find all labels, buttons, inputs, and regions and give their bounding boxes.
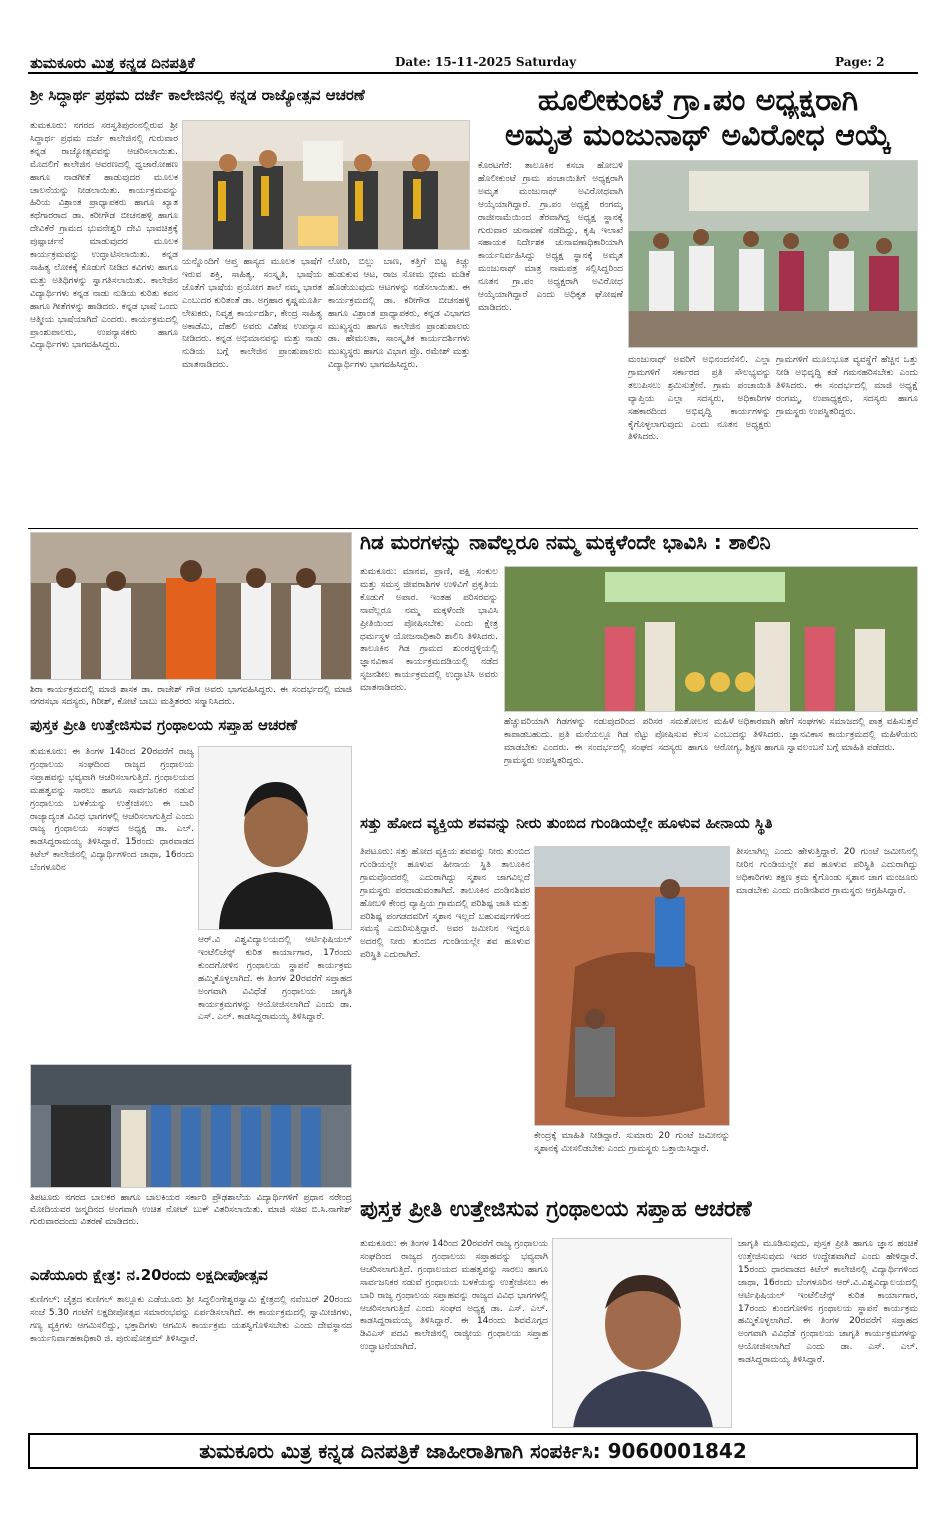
gida-headline: ಗಿಡ ಮರಗಳನ್ನು ನಾವೆಲ್ಲರೂ ನಮ್ಮ ಮಕ್ಕಳೆಂದೇ ಭಾವಿಸಿ : ಶಾಲಿನಿ: [360, 532, 771, 554]
advertisement-contact-text: ತುಮಕೂರು ಮಿತ್ರ ಕನ್ನಡ ದಿನಪತ್ರಿಕೆ ಜಾಹೀರಾತಿಗಾಗಿ ಸಂಪರ್ಕಿಸಿ: 9060001842: [199, 1439, 747, 1463]
rajyotsava-col2: ಯನ್ನೊಂದಿಗೆ ಆಪ್ತ ಹಾಸ್ಯದ ಮೂಲಕ ಭಾಷೆಗೆ ಇರುವ ಶಕ್ತಿ, ಸಾಹಿತ್ಯ, ಸಂಸ್ಕೃತಿ, ಭಾಷೆಯ ಜೊತೆಗೆ ಭಾಷೆಯ ಪ್ರಯೋಗ ಶಾಲೆ ನಮ್ಮ ಭಾರತ ಎಂಬುದರ ಕುರಿತಂತೆ ಡಾ. ಅಗ್ರಹಾರ ಕೃಷ್ಣಮೂರ್ತಿ ಲೇಖಕರು, ನಿವೃತ್ತ ಕಾರ್ಯದರ್ಶಿ, ಕೇಂದ್ರ ಸಾಹಿತ್ಯ ಅಕಾಡೆಮಿ, ದೆಹಲಿ ಅವರು ವಿಶೇಷ ಉಪನ್ಯಾಸ ನೀಡಿದರು. ಕನ್ನಡ ಅಭಿಮಾನವನ್ನು ಮತ್ತು ನಾಡು ನುಡಿಯ ಬಗ್ಗೆ ಕಾಲೇಜಿನ ಪ್ರಾಂಶುಪಾಲರು ಮಾತನಾಡಿದರು.: [182, 257, 322, 371]
gida-colB: ಹೆಚ್ಚುವರಿಯಾಗಿ ಗಿಡಗಳನ್ನು ನಡುವುದರಿಂದ ಪರಿಸರ ಸಮತೋಲನ ಕಾಪಾಡಬಹುದು. ಪ್ರತಿ ಮನೆಯಲ್ಲೂ ಗಿಡ ನೆಟ್ಟು ಪೋಷಿಸುವ ಕೆಲಸ ಮಾಡಬೇಕು ಎಂದರು. ಈ ಸಂದರ್ಭದಲ್ಲಿ ಸಂಘದ ಸದಸ್ಯರು ಹಾಗೂ ಗ್ರಾಮಸ್ಥರು ಉಪಸ್ಥಿತರಿದ್ದರು.: [504, 717, 708, 766]
felicitation-caption: ಶಿರಾ ಕಾರ್ಯಕ್ರಮದಲ್ಲಿ ಮಾಜಿ ಶಾಸಕ ಡಾ. ರಾಜೇಶ್ ಗೌಡ ಅವರು ಭಾಗವಹಿಸಿದ್ದರು. ಈ ಸಂದರ್ಭದಲ್ಲಿ ಮಾಜಿ ನಗರಸಭಾ ಸದಸ್ಯರು, ಗಿರೀಶ್, ಕೋಟೆ ಬಾಬು ಮತ್ತಿತರರು ಸನ್ಮಾನಿಸಿದರು.: [30, 685, 352, 707]
hostel-photo: [30, 1064, 352, 1188]
rajyotsava-photo: [182, 120, 470, 250]
yediyur-headline: ಎಡೆಯೂರು ಕ್ಷೇತ್ರ: ನ.20ರಂದು ಲಕ್ಷದೀಪೋತ್ಸವ: [30, 1268, 268, 1284]
hulikunte-headline-2: ಅಮೃತ ಮಂಜುನಾಥ್ ಅವಿರೋಧ ಆಯ್ಕೆ: [504, 120, 892, 153]
sattu-photo: [534, 846, 730, 1126]
rajyotsava-col1: ತುಮಕೂರು: ನಗರದ ಸರಸ್ವತಿಪುರಂನಲ್ಲಿರುವ ಶ್ರೀ ಸಿದ್ಧಾರ್ಥ ಪ್ರಥಮ ದರ್ಜೆ ಕಾಲೇಜಿನಲ್ಲಿ ಗುರುವಾರ ಕನ್ನಡ ರಾಜ್ಯೋತ್ಸವವನ್ನು ಆಚರಿಸಲಾಯಿತು. ಮೊದಲಿಗೆ ಕಾಲೇಜಿನ ಆವರಣದಲ್ಲಿ ಧ್ವಜಾರೋಹಣ ಹಾಗೂ ನಾಡಗೀತೆ ಹಾಡುವುದರ ಮೂಲಕ ಚಾಲನೆಯನ್ನು ನೀಡಲಾಯಿತು. ಕಾರ್ಯಕ್ರಮವನ್ನು ಹಿರಿಯ ವಿಶ್ರಾಂತ ಪ್ರಾಧ್ಯಾಪಕರು ಹಾಗೂ ಖ್ಯಾತ ಕಥೆಗಾರರಾದ ಡಾ. ಕರೀಗೌಡ ಬೀಚನಹಳ್ಳಿ ಹಾಗೂ ದೇವಿಕೆರೆ ಗ್ರಾಮದ ಭುವನೇಶ್ವರಿ ದೇವಿ ಭಾವಚಿತ್ರಕ್ಕೆ ಪುಷ್ಪಾರ್ಚನೆ ಮಾಡುವುದರ ಮೂಲಕ ಕಾರ್ಯಕ್ರಮವನ್ನು ಉದ್ಘಾಟಿಸಲಾಯಿತು. ಕನ್ನಡ ಸಾಹಿತ್ಯ ಲೋಕಕ್ಕೆ ಕೊಡುಗೆ ನೀಡಿದ ಕವಿಗಳು ಹಾಗೂ ಮತ್ತು ಅತಿಥಿಗಳನ್ನು ಸ್ವಾಗತಿಸಲಾಯಿತು. ಕಾಲೇಜಿನ ವಿದ್ಯಾರ್ಥಿಗಳು ಕನ್ನಡ ನಾಡು ನುಡಿಯ ಕುರಿತು ಕವನ ಹಾಗೂ ಗೀತೆಗಳನ್ನು ಹಾಡಿದರು. ಕನ್ನಡ ಭಾಷೆ ಒಂದು ಆತ್ಮೀಯ ಭಾಷೆಯಾಗಿದೆ ಎಂದರು. ಕಾರ್ಯಕ್ರಮದಲ್ಲಿ ಪ್ರಾಂಶುಪಾಲರು, ಉಪನ್ಯಾಸಕರು ಹಾಗೂ ವಿದ್ಯಾರ್ಥಿಗಳು ಭಾಗವಹಿಸಿದ್ದರು.: [30, 121, 178, 351]
masthead-date: Date: 15-11-2025 Saturday: [395, 55, 577, 69]
hulikunte-col3: ಗ್ರಾಮಗಳಿಗೆ ಮೂಲಭೂತ ವ್ಯವಸ್ಥೆಗೆ ಹೆಚ್ಚಿನ ಒತ್ತು ನೀಡಿ ಅಭಿವೃದ್ಧಿ ಕಡೆ ಗಮನಹರಿಸಬೇಕು ಎಂದು ತಿಳಿಸಿದರು. ಈ ಸಂದರ್ಭದಲ್ಲಿ ಮಾಜಿ ಅಧ್ಯಕ್ಷೆ ರಂಗಮ್ಮ, ಉಪಾಧ್ಯಕ್ಷರು, ಸದಸ್ಯರು ಹಾಗೂ ಗ್ರಾಮಸ್ಥರು ಉಪಸ್ಥಿತರಿದ್ದರು.: [776, 355, 918, 417]
sattu-col1: ತಿಪಟೂರು: ಸತ್ತು ಹೋದ ವ್ಯಕ್ತಿಯ ಶವವನ್ನು ನೀರು ತುಂಬಿದ ಗುಂಡಿಯಲ್ಲೇ ಹೂಳುವ ಹೀನಾಯ ಸ್ಥಿತಿ ತಾಲೂಕಿನ ಗ್ರಾಮವೊಂದರಲ್ಲಿ ಎದುರಾಗಿದ್ದು ಸ್ಮಶಾನ ಜಾಗವಿಲ್ಲದೆ ಗ್ರಾಮಸ್ಥರು ಪರದಾಡುವಂತಾಗಿದೆ. ತಾಲೂಕಿನ ದಂಡಿನಶಿವರ ಹೋಬಳಿ ಕೇಂದ್ರ ವ್ಯಾಪ್ತಿಯ ಗ್ರಾಮದಲ್ಲಿ ಪರಿಶಿಷ್ಟ ಜಾತಿ ಮತ್ತು ಪರಿಶಿಷ್ಟ ಪಂಗಡದವರಿಗೆ ಸ್ಮಶಾನ ಇಲ್ಲದೆ ಬಹುವರ್ಷಗಳಿಂದ ಸಮಸ್ಯೆ ಎದುರಿಸುತ್ತಿದ್ದಾರೆ. ಅವರ ಜಮೀನಿನ ಇದ್ದರೂ ಅದರಲ್ಲಿ ನೀರು ತುಂಬಿದ ಗುಂಡಿಯಲ್ಲೇ ಶವ ಹೂಳುವ ಪರಿಸ್ಥಿತಿ ಎದುರಾಗಿದೆ.: [360, 847, 530, 961]
masthead-title: ತುಮಕೂರು ಮಿತ್ರ ಕನ್ನಡ ದಿನಪತ್ರಿಕೆ: [30, 54, 195, 72]
advertisement-contact-bar: [28, 1433, 918, 1469]
hulikunte-col1: ಕೊರಟಗೆರೆ: ತಾಲೂಕಿನ ಕಸಬಾ ಹೋಬಳಿ ಹೊಲೀಕುಂಟೆ ಗ್ರಾಮ ಪಂಚಾಯಿತಿಗೆ ಅಧ್ಯಕ್ಷರಾಗಿ ಅಮೃತ ಮಂಜುನಾಥ್ ಅವಿರೋಧವಾಗಿ ಆಯ್ಕೆಯಾಗಿದ್ದಾರೆ. ಗ್ರಾ.ಪಂ ಅಧ್ಯಕ್ಷೆ ರಂಗಮ್ಮ ರಾಜೀನಾಮೆಯಿಂದ ತೆರವಾಗಿದ್ದ ಅಧ್ಯಕ್ಷ ಸ್ಥಾನಕ್ಕೆ ಗುರುವಾರ ಚುನಾವಣೆ ನಡೆದಿದ್ದು, ಕೃಷಿ ಇಲಾಖೆ ಸಹಾಯಕ ನಿರ್ದೇಶಕ ಚುನಾವಣಾಧಿಕಾರಿಯಾಗಿ ಕಾರ್ಯನಿರ್ವಹಿಸಿದ್ದು ಅಧ್ಯಕ್ಷ ಸ್ಥಾನಕ್ಕೆ ಅಮೃತ ಮಂಜುನಾಥ್ ಮಾತ್ರ ನಾಮಪತ್ರ ಸಲ್ಲಿಸಿದ್ದರಿಂದ ನೂತನ ಗ್ರಾ.ಪಂ ಅಧ್ಯಕ್ಷರಾಗಿ ಅವಿರೋಧ ಆಯ್ಕೆಯಾಗಿದ್ದಾರೆ ಎಂದು ಅಧಿಕೃತ ಘೋಷಣೆ ಮಾಡಿದರು.: [478, 161, 623, 313]
hulikunte-photo: [628, 160, 918, 348]
pustaka1-headline: ಪುಸ್ತಕ ಪ್ರೀತಿ ಉತ್ತೇಜಿಸುವ ಗ್ರಂಥಾಲಯ ಸಪ್ತಾಹ ಆಚರಣೆ: [30, 718, 298, 734]
hulikunte-headline-1: ಹೂಲೀಕುಂಟೆ ಗ್ರಾ.ಪಂ ಅಧ್ಯಕ್ಷರಾಗಿ: [537, 85, 859, 118]
gida-colC: ಮಹಿಳೆ ಅಧಿಕಾರವಾಗಿ ಹೇಗೆ ಸಂಘಗಳು ಸಮಾಜದಲ್ಲಿ ಪಾತ್ರ ವಹಿಸುತ್ತವೆ ಎಂಬುದನ್ನು ತಿಳಿಸಿದರು. ಜ್ಞಾನವಿಕಾಸ ಕಾರ್ಯಕ್ರಮದಲ್ಲಿ ಮಹಿಳೆಯರು ಆರೋಗ್ಯ, ಶಿಕ್ಷಣ ಹಾಗೂ ಸ್ವಾವಲಂಬನೆ ಬಗ್ಗೆ ಮಾಹಿತಿ ಪಡೆದರು.: [714, 717, 918, 753]
sattu-col3: ತೀಸಲಾಗಿಲ್ಲ ಎಂದು ಹೇಳುತ್ತಿದ್ದಾರೆ. 20 ಗುಂಟೆ ಜಮೀನಿನಲ್ಲಿ ನೀರಿನ ಗುಂಡಿಯಲ್ಲೇ ಶವ ಹೂಳುವ ಪರಿಸ್ಥಿತಿ ಎದುರಾಗಿದ್ದು ಅಧಿಕಾರಿಗಳು ತಕ್ಷಣ ಕ್ರಮ ಕೈಗೊಂಡು ಸ್ಮಶಾನ ಜಾಗ ಮಂಜೂರು ಮಾಡಬೇಕು ಎಂದು ದಂಡಿನಶಿವರ ಗ್ರಾಮಸ್ಥರು ಆಗ್ರಹಿಸಿದ್ದಾರೆ.: [736, 847, 918, 896]
hostel-caption: ತಿಪಟೂರು ನಗರದ ಬಾಲಕರ ಹಾಗೂ ಬಾಲಕಿಯರ ಸರ್ಕಾರಿ ಪ್ರೌಢಶಾಲೆಯ ವಿದ್ಯಾರ್ಥಿಗಳಿಗೆ ಪ್ರಧಾನ ನರೇಂದ್ರ ಮೋದಿಯವರ ಜನ್ಮದಿನದ ಅಂಗವಾಗಿ ಉಚಿತ ನೋಟ್ ಬುಕ್ ವಿತರಿಸಲಾಯಿತು. ಮಾಜಿ ಸಚಿವ ಬಿ.ಸಿ.ನಾಗೇಶ್ ಗುರುವಾರದಂದು ವಿತರಣೆ ಮಾಡಿದರು.: [30, 1193, 352, 1227]
pustaka1-portrait: [198, 746, 352, 930]
rajyotsava-headline: ಶ್ರೀ ಸಿದ್ಧಾರ್ಥ ಪ್ರಥಮ ದರ್ಜೆ ಕಾಲೇಜಿನಲ್ಲಿ ಕನ್ನಡ ರಾಜ್ಯೋತ್ಸವ ಆಚರಣೆ: [30, 88, 365, 104]
masthead-rule: [28, 72, 918, 74]
sattu-headline: ಸತ್ತು ಹೋದ ವ್ಯಕ್ತಿಯ ಶವವನ್ನು ನೀರು ತುಂಬಿದ ಗುಂಡಿಯಲ್ಲೇ ಹೂಳುವ ಹೀನಾಯ ಸ್ಥಿತಿ: [360, 816, 773, 832]
hulikunte-col2: ಮಂಜುನಾಥ್ ಅವರಿಗೆ ಅಭಿನಂದನೆಸಲಿ. ಎಲ್ಲಾ ಗ್ರಾಮಗಳಿಗೆ ಸರ್ಕಾರದ ಪ್ರತಿ ಸೌಲಭ್ಯವನ್ನು ತಲುಪಿಸಲು ಶ್ರಮಿಸುತ್ತೇನೆ. ಗ್ರಾಮ ಪಂಚಾಯಿತಿ ವ್ಯಾಪ್ತಿಯ ಎಲ್ಲಾ ಸದಸ್ಯರು, ಅಧಿಕಾರಿಗಳ ಸಹಕಾರದಿಂದ ಅಭಿವೃದ್ಧಿ ಕಾರ್ಯಗಳನ್ನು ಕೈಗೊಳ್ಳಲಾಗುವುದು ಎಂದು ನೂತನ ಅಧ್ಯಕ್ಷರು ತಿಳಿಸಿದರು.: [628, 355, 771, 443]
sattu-col2: ಕೇಂದ್ರಕ್ಕೆ ಮಾಹಿತಿ ನೀಡಿದ್ದಾರೆ. ಸುಮಾರು 20 ಗುಂಟೆ ಜಮೀನನ್ನು ಸ್ಮಶಾನಕ್ಕೆ ಮೀಸಲಿಡಬೇಕು ಎಂದು ಗ್ರಾಮಸ್ಥರು ಒತ್ತಾಯಿಸಿದ್ದಾರೆ.: [534, 1131, 730, 1154]
yediyur-body: ಕುಣಿಗಲ್: ಚೈತ್ರದ ಕುಣಿಗಲ್ ತಾಲ್ಲೂಕು ಎಡೆಯೂರು ಶ್ರೀ ಸಿದ್ಧಲಿಂಗೇಶ್ವರಸ್ವಾಮಿ ಕ್ಷೇತ್ರದಲ್ಲಿ ನವೆಂಬರ್ 20ರಂದು ಸಂಜೆ 5.30 ಗಂಟೆಗೆ ಲಕ್ಷದೀಪೋತ್ಸವ ಸಮಾರಂಭವನ್ನು ಏರ್ಪಡಿಸಲಾಗಿದೆ. ಈ ಕಾರ್ಯಕ್ರಮದಲ್ಲಿ ಸ್ವಾಮೀಜಿಗಳು, ಗಣ್ಯ ವ್ಯಕ್ತಿಗಳು ಆಗಮಿಸಲಿದ್ದು, ಭಕ್ತಾದಿಗಳು ಆಗಮಿಸಿ ಕಾರ್ಯಕ್ರಮ ಯಶಸ್ವಿಗೊಳಿಸಬೇಕು ಎಂದು ದೇವಸ್ಥಾನದ ಕಾರ್ಯನಿರ್ವಾಹಕಾಧಿಕಾರಿ ಜಿ. ಪುರುಷೋತ್ತಮ್ ತಿಳಿಸಿದ್ದಾರೆ.: [30, 1295, 352, 1344]
pustaka2-col1: ತುಮಕೂರು: ಈ ತಿಂಗಳ 14ರಿಂದ 20ರವರೆಗೆ ರಾಜ್ಯ ಗ್ರಂಥಾಲಯ ಸಂಘದಿಂದ ರಾಜ್ಯದ ಗ್ರಂಥಾಲಯ ಸಪ್ತಾಹವನ್ನು ಭವ್ಯವಾಗಿ ಆಚರಿಸಲಾಗುತ್ತಿದೆ. ಗ್ರಂಥಾಲಯದ ಮಹತ್ವವನ್ನು ಸಾರಲು ಹಾಗೂ ಸಾರ್ವಜನಿಕರ ನಡುವೆ ಗ್ರಂಥಾಲಯ ಬಳಕೆಯನ್ನು ಉತ್ತೇಜಿಸಲು ಈ ಬಾರಿ ರಾಜ್ಯ ಗ್ರಂಥಾಲಯ ಸಪ್ತಾಹವನ್ನು ರಾಜ್ಯದ ವಿವಿಧ ಭಾಗಗಳಲ್ಲಿ ಆಚರಿಸಲಾಗುತ್ತಿದೆ ಎಂದು ಸಂಘದ ಅಧ್ಯಕ್ಷ ಡಾ. ಎಸ್. ಎಲ್. ಕಾಡಸಿದ್ದರಾಮಯ್ಯ ತಿಳಿಸಿದ್ದಾರೆ. ಈ 14ರಂದು ಶಿವಮೊಗ್ಗದ ಡಿವಿಎಸ್ ಪದವಿ ಕಾಲೇಜಿನಲ್ಲಿ ರಾಜ್ಯೀಯ ಗ್ರಂಥಾಲಯ ಸಪ್ತಾಹ ಉದ್ಘಾಟನೆಯಾಗಿದೆ.: [360, 1239, 548, 1353]
rajyotsava-col3: ಲೋರಿ, ಬಿಲ್ಲು ಬಾಣ, ಕತ್ತಿಗೆ ಬಿಟ್ಟ ಕಿಚ್ಚು ಹುಡುಕುವ ಆಟ, ರಾಜ ಸೋಮ ಭೀಮ ಮಡಿಕೆ ಹೊಡೆಯುವುದು ಆಟಗಳನ್ನು ನಡೆಸಲಾಯಿತು. ಈ ಕಾರ್ಯಕ್ರಮದಲ್ಲಿ ಡಾ. ಕರೀಗೌಡ ಬೀಚನಹಳ್ಳಿ ಹಾಗೂ ವಿಶ್ರಾಂತ ಪ್ರಾಧ್ಯಾಪಕರು, ಕನ್ನಡ ವಿಭಾಗದ ಮುಖ್ಯಸ್ಥರು ಹಾಗೂ ಕಾಲೇಜಿನ ಪ್ರಾಂಶುಪಾಲರು ಡಾ. ಹೇಮಲತಾ, ಸಾಂಸ್ಕೃತಿಕ ಕಾರ್ಯದರ್ಶಿಗಳು ಮುಖ್ಯಸ್ಥರು ಹಾಗೂ ವಿಭಾಗ ಪ್ರೊ. ರಮೇಶ್ ಮತ್ತು ವಿದ್ಯಾರ್ಥಿಗಳು ಭಾಗವಹಿಸಿದ್ದರು.: [328, 257, 470, 371]
masthead-page: Page: 2: [835, 55, 885, 69]
gida-photo: [504, 566, 918, 712]
pustaka2-portrait: [552, 1238, 732, 1428]
divider-1: [28, 528, 918, 529]
pustaka2-headline: ಪುಸ್ತಕ ಪ್ರೀತಿ ಉತ್ತೇಜಿಸುವ ಗ್ರಂಥಾಲಯ ಸಪ್ತಾಹ ಆಚರಣೆ: [360, 1198, 752, 1222]
felicitation-photo: [30, 532, 352, 680]
pustaka1-col1: ತುಮಕೂರು: ಈ ತಿಂಗಳ 14ರಿಂದ 20ರವರೆಗೆ ರಾಜ್ಯ ಗ್ರಂಥಾಲಯ ಸಂಘದಿಂದ ರಾಜ್ಯದ ಗ್ರಂಥಾಲಯ ಸಪ್ತಾಹವನ್ನು ಭವ್ಯವಾಗಿ ಆಚರಿಸಲಾಗುತ್ತಿದೆ. ಗ್ರಂಥಾಲಯದ ಮಹತ್ವವನ್ನು ಸಾರಲು ಹಾಗೂ ಸಾರ್ವಜನಿಕರ ನಡುವೆ ಗ್ರಂಥಾಲಯ ಬಳಕೆಯನ್ನು ಉತ್ತೇಜಿಸಲು ಈ ಬಾರಿ ರಾಜ್ಯಾದ್ಯಂತ ವಿವಿಧ ಭಾಗಗಳಲ್ಲಿ ಆಚರಿಸಲಾಗುತ್ತಿದೆ ಎಂದು ರಾಜ್ಯ ಗ್ರಂಥಾಲಯ ಸಂಘದ ಅಧ್ಯಕ್ಷ ಡಾ. ಎಲ್. ಕಾಡಸಿದ್ದರಾಮಯ್ಯ ತಿಳಿಸಿದ್ದಾರೆ. 15ರಂದು ಧಾರವಾಡದ ಕಿಟೆಲ್ ಕಾಲೇಜಿನಲ್ಲಿ ವಿದ್ಯಾರ್ಥಿಗಳಿಂದ ಜಾಥಾ, 16ರಂದು ಬೆಂಗಳೂರಿನ: [30, 747, 194, 874]
pustaka1-col2: ಆರ್.ವಿ ವಿಶ್ವವಿದ್ಯಾಲಯದಲ್ಲಿ ಆರ್ಟಿಫಿಷಿಯಲ್ ಇಂಟೆಲಿಜೆನ್ಸ್ ಕುರಿತ ಕಾರ್ಯಾಗಾರ, 17ರಂದು ಕುಂದಗೋಳಿನ ಗ್ರಂಥಾಲಯ ಸ್ಥಾಪನೆ ಕಾರ್ಯಕ್ರಮ ಹಮ್ಮಿಕೊಳ್ಳಲಾಗಿದೆ. ಈ ತಿಂಗಳ 20ರವರೆಗೆ ಸಪ್ತಾಹದ ಅಂಗವಾಗಿ ವಿವಿಧೆಡೆ ಗ್ರಂಥಾಲಯ ಜಾಗೃತಿ ಕಾರ್ಯಕ್ರಮಗಳನ್ನು ಆಯೋಜಿಸಲಾಗಿದೆ ಎಂದು ಡಾ. ಎಸ್. ಎಲ್. ಕಾಡಸಿದ್ದರಾಮಯ್ಯ ತಿಳಿಸಿದ್ದಾರೆ.: [198, 935, 352, 1023]
gida-colA: ತುಮಕೂರು: ಮಾನವ, ಪ್ರಾಣಿ, ಪಕ್ಷಿ ಸಂಕುಲ ಮತ್ತು ಸಮಸ್ತ ಜೀವರಾಶಿಗಳ ಉಳಿವಿಗೆ ಪ್ರಕೃತಿಯ ಕೊಡುಗೆ ಅಪಾರ. ಇಂತಹ ಪರಿಸರವನ್ನು ನಾವೆಲ್ಲರೂ ನಮ್ಮ ಮಕ್ಕಳೆಂದೇ ಭಾವಿಸಿ ಪ್ರೀತಿಯಿಂದ ಪೋಷಿಸಬೇಕು ಎಂದು ಕ್ಷೇತ್ರ ಧರ್ಮಸ್ಥಳ ಯೋಜನಾಧಿಕಾರಿ ಶಾಲಿನಿ ತಿಳಿಸಿದರು. ತಾಲೂಕಿನ ಗಿಡ ಗ್ರಾಮದ ಶುಂಠದ್ದಳ್ಳಿಯಲ್ಲಿ ಜ್ಞಾನವಿಕಾಸ ಕಾರ್ಯಕ್ರಮದಡಿಯಲ್ಲಿ ನಡೆದ ಸೃಜನಶೀಲ ಕಾರ್ಯಕ್ರಮದಲ್ಲಿ ಉದ್ಘಾಟಿಸಿ ಅವರು ಮಾತನಾಡಿದರು.: [360, 567, 498, 694]
pustaka2-col2: ಜಾಗೃತಿ ಮೂಡಿಸುವುದು, ಪುಸ್ತಕ ಪ್ರೀತಿ ಹಾಗೂ ಜ್ಞಾನ ಹಂಚಿಕೆ ಉತ್ತೇಜಿಸುವುದು ಇದರ ಉದ್ದೇಶವಾಗಿದೆ ಎಂದು ಹೇಳಿದ್ದಾರೆ. 15ರಂದು ಧಾರವಾಡದ ಕಿಟೆಲ್ ಕಾಲೇಜಿನಲ್ಲಿ ವಿದ್ಯಾರ್ಥಿಗಳಿಂದ ಜಾಥಾ, 16ರಂದು ಬೆಂಗಳೂರಿನ ಆರ್.ವಿ.ವಿಶ್ವವಿದ್ಯಾಲಯದಲ್ಲಿ ಆರ್ಟಿಫಿಷಿಯಲ್ ಇಂಟೆಲಿಜೆನ್ಸ್ ಕುರಿತ ಕಾರ್ಯಾಗಾರ, 17ರಂದು ಕುಂದಗೋಳಿನ ಗ್ರಂಥಾಲಯ ಸ್ಥಾಪನೆ ಕಾರ್ಯಕ್ರಮ ಹಮ್ಮಿಕೊಳ್ಳಲಾಗಿದೆ. ಈ ತಿಂಗಳ 20ರವರೆಗೆ ಸಪ್ತಾಹದ ಅಂಗವಾಗಿ ವಿವಿಧೆಡೆ ಗ್ರಂಥಾಲಯ ಜಾಗೃತಿ ಕಾರ್ಯಕ್ರಮಗಳನ್ನು ಆಯೋಜಿಸಲಾಗಿದೆ ಎಂದು ಡಾ. ಎಸ್. ಎಲ್. ಕಾಡಸಿದ್ದರಾಮಯ್ಯ ತಿಳಿಸಿದ್ದಾರೆ.: [738, 1239, 918, 1366]
